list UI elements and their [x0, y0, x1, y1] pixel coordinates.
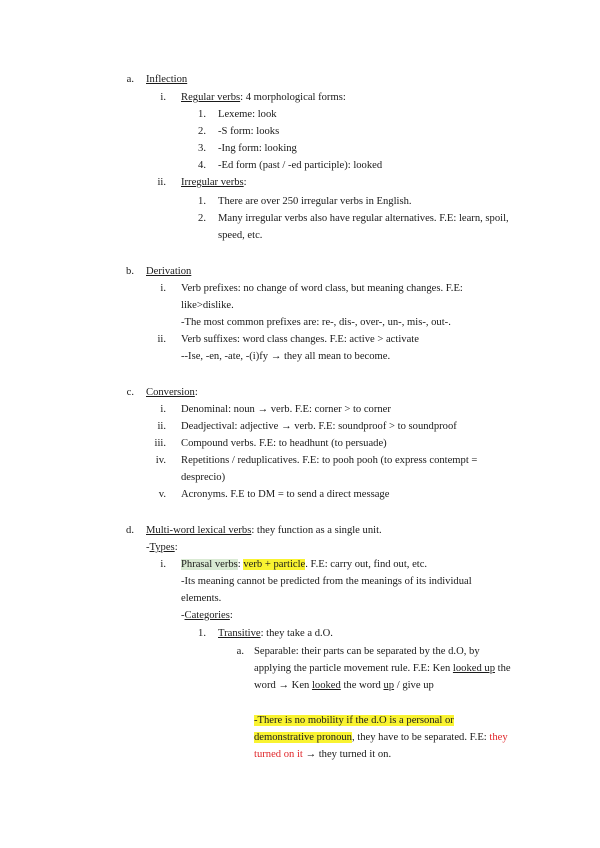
categories-prefix: - — [181, 610, 185, 621]
section-c-title: Conversion — [146, 387, 195, 398]
mobility-note-highlight: -There is no mobility if the d.O is a personal or — [254, 715, 454, 726]
list-item: Acronyms. F.E to DM = to send a direct message — [181, 489, 390, 500]
meaning-line-2: elements. — [181, 593, 222, 604]
section-b-title: Derivation — [146, 266, 192, 277]
suffix-line-1: Verb suffixes: word class changes. F.E: active > activate — [181, 334, 419, 345]
section-c-colon: : — [194, 387, 198, 398]
section-b-marker: b. — [126, 266, 134, 277]
list-item: Many irregular verbs also have regular alternatives. F.E: learn, spoil, — [218, 213, 509, 224]
list-number: 3. — [198, 143, 206, 154]
list-item-continuation: desprecio) — [181, 472, 226, 483]
transitive-rest: : they take a d.O. — [260, 628, 333, 639]
list-number: v. — [158, 489, 166, 500]
transitive-label: Transitive — [218, 628, 261, 639]
list-number: i. — [160, 404, 166, 415]
list-number: iii. — [154, 438, 166, 449]
list-item: Deadjectival: adjective → verb. F.E: soundproof > to soundproof — [181, 421, 457, 432]
list-number: 4. — [198, 160, 206, 171]
irregular-verbs-colon: : — [243, 177, 247, 188]
categories-line — [181, 609, 233, 623]
list-number: 2. — [198, 213, 206, 224]
section-c-marker: c. — [126, 387, 134, 398]
phrasal-formula: verb + particle — [243, 559, 306, 570]
section-a-i-marker: i. — [160, 92, 166, 103]
types-line — [146, 541, 178, 555]
mobility-note-line-1 — [254, 714, 454, 728]
types-label: Types — [149, 542, 175, 553]
list-number: 1. — [198, 196, 206, 207]
example-looked: looked — [311, 680, 341, 691]
separable-line-2-end: the — [495, 663, 511, 674]
separable-line-1: Separable: their parts can be separated by the d.O, by — [254, 646, 480, 657]
separable-line-3 — [254, 679, 434, 693]
mobility-note-line-2 — [254, 731, 508, 745]
section-d-i-marker: i. — [160, 559, 166, 570]
categories-colon: : — [229, 610, 233, 621]
section-a-marker: a. — [126, 74, 134, 85]
types-prefix: - — [146, 542, 150, 553]
section-a-ii-marker: ii. — [157, 177, 166, 188]
phrasal-verbs-label: Phrasal verbs — [181, 559, 238, 570]
mobility-note-text: , they have to be separated. F.E: — [351, 732, 490, 743]
list-item: -Ed form (past / -ed participle): looked — [218, 160, 383, 171]
suffix-line-2: --Ise, -en, -ate, -(i)fy → they all mean to become. — [181, 351, 391, 362]
transitive-line — [218, 627, 333, 641]
separable-line-3-end: / give up — [394, 680, 434, 691]
phrasal-rest: . F.E: carry out, find out, etc. — [305, 559, 428, 570]
regular-verbs-text: : 4 morphological forms: — [240, 92, 346, 103]
list-item: Compound verbs. F.E: to headhunt (to persuade) — [181, 438, 387, 449]
section-d-title-line — [146, 524, 382, 538]
prefix-line-1: Verb prefixes: no change of word class, but meaning changes. F.E: — [181, 283, 463, 294]
phrasal-colon: : — [237, 559, 244, 570]
irregular-verbs-label: Irregular verbs — [181, 177, 244, 188]
separable-line-2 — [254, 662, 511, 676]
list-item-continuation: speed, etc. — [218, 230, 263, 241]
list-item: There are over 250 irregular verbs in English. — [218, 196, 412, 207]
regular-verbs-label: Regular verbs — [181, 92, 241, 103]
example-up: up — [383, 680, 395, 691]
mobility-note-line-3 — [254, 748, 391, 762]
separable-line-3-mid: the word — [340, 680, 384, 691]
separable-line-2-text: applying the particle movement rule. F.E: Ken — [254, 663, 453, 674]
list-item: Repetitions / reduplicatives. F.E: to pooh pooh (to express contempt = — [181, 455, 478, 466]
meaning-line-1: -Its meaning cannot be predicted from the meanings of its individual — [181, 576, 472, 587]
phrasal-verbs-line — [181, 558, 427, 572]
pronoun-highlight: demonstrative pronoun — [254, 732, 352, 743]
list-item: -Ing form: looking — [218, 143, 297, 154]
irregular-verbs-line — [181, 176, 247, 190]
section-c-title-line — [146, 386, 198, 400]
section-d-marker: d. — [126, 525, 134, 536]
list-number: 2. — [198, 126, 206, 137]
section-d-title: Multi-word lexical verbs — [146, 525, 252, 536]
example-looked-up: looked up — [452, 663, 495, 674]
section-b-ii-marker: ii. — [157, 334, 166, 345]
list-number: iv. — [155, 455, 166, 466]
regular-verbs-line — [181, 91, 346, 105]
categories-label: Categories — [184, 610, 230, 621]
separable-line-3-text: word → Ken — [254, 680, 312, 691]
section-a-title: Inflection — [146, 74, 188, 85]
types-colon: : — [174, 542, 178, 553]
list-number: 1. — [198, 109, 206, 120]
section-b-i-marker: i. — [160, 283, 166, 294]
list-item: -S form: looks — [218, 126, 280, 137]
list-item: Denominal: noun → verb. F.E: corner > to corner — [181, 404, 391, 415]
prefix-line-3: -The most common prefixes are: re-, dis-, over-, un-, mis-, out-. — [181, 317, 451, 328]
section-d-rest: : they function as a single unit. — [251, 525, 382, 536]
prefix-line-2: like>dislike. — [181, 300, 234, 311]
list-number: ii. — [157, 421, 166, 432]
transitive-marker: 1. — [198, 628, 206, 639]
separable-marker: a. — [236, 646, 244, 657]
red-example-start: they — [489, 732, 508, 743]
list-item: Lexeme: look — [218, 109, 277, 120]
mobility-note-result: → they turned it on. — [302, 749, 392, 760]
red-example-end: turned on it — [254, 749, 303, 760]
